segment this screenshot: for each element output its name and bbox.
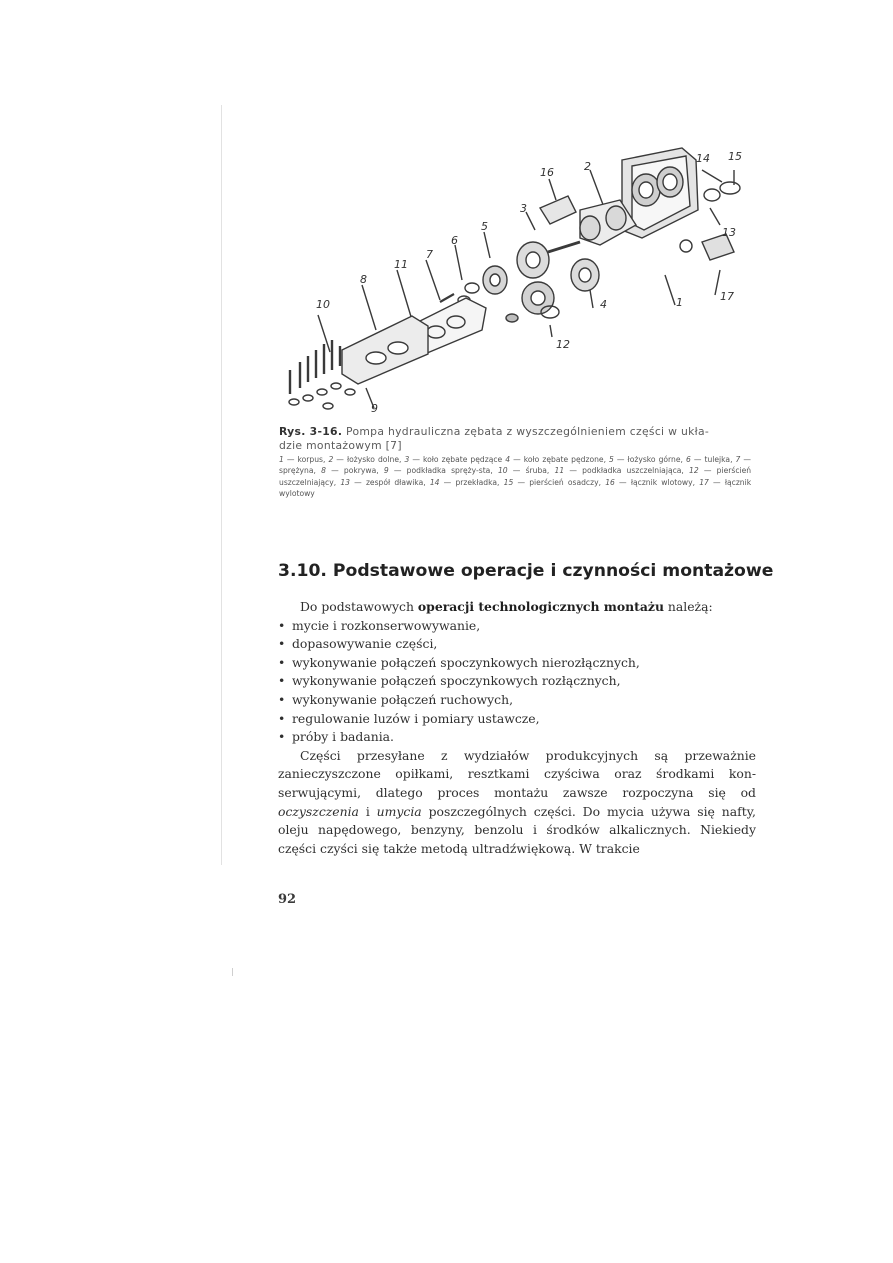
figure-caption <box>279 425 751 500</box>
legend-number: 15 <box>503 477 514 487</box>
legend-number: 5 <box>609 455 614 464</box>
page-number: 92 <box>278 892 297 907</box>
pump-exploded-figure <box>250 130 760 425</box>
callout-2: 2 <box>584 160 591 173</box>
callout-4: 4 <box>600 298 607 311</box>
callout-3: 3 <box>520 202 527 215</box>
list-item: • próby i badania. <box>278 728 756 747</box>
list-item: • wykonywanie połączeń ruchowych, <box>278 691 756 710</box>
list-item: • wykonywanie połączeń spoczynkowych nierozłącznych, <box>278 654 756 673</box>
list-item: • regulowanie luzów i pomiary ustawcze, <box>278 710 756 729</box>
legend-text: podkładka spręży-sta, <box>406 466 493 476</box>
intro-line: Do podstawowych operacji technologicznych montażu należą: <box>300 599 713 614</box>
callout-7: 7 <box>426 248 433 261</box>
body-paragraph: Części przesyłane z wydziałów produkcyjnych są przeważnie zanieczyszczone opiłkami, resztkami czyściwa oraz środkami kon-serwującymi, dlatego proces montażu zawsze rozpoczyna się od oczyszczenia i umycia poszczególnych części. Do mycia używa się nafty, oleju napędowego, benzyny, benzolu i środków alkalicznych. Niekiedy części czyści się także metodą ultradźwiękową. W trakcie <box>278 747 756 856</box>
callout-13: 13 <box>722 226 736 239</box>
legend-number: 1 <box>279 455 284 464</box>
caption-label: Rys. 3-16. <box>279 425 343 438</box>
legend-text: sprężyna, <box>279 466 316 476</box>
list-item: • mycie i rozkonserwowywanie, <box>278 617 756 636</box>
legend-text: pierścień uszczelniający, <box>279 466 752 487</box>
legend-text: przekładka, <box>455 477 500 487</box>
legend-number: 9 <box>383 466 389 476</box>
legend-number: 8 <box>321 466 326 476</box>
caption-legend: 1 — korpus, 2 — łożysko dolne, 3 — koło zębate pędzące 4 — koło zębate pędzone, 5 — łożysko górne, 6 — tulejka, 7 — sprężyna, 8 — pokrywa, 9 — podkładka spręży-sta, 10 — śruba, 11 — podkładka uszczelniająca, 12 — pierścień uszczelniający, 13 — zespół dławika, 14 — przekładka, 15 — pierścień osadczy, 16 — łącznik wlotowy, 17 — łącznik wylotowy <box>279 455 752 499</box>
callout-15: 15 <box>728 150 742 163</box>
callout-17: 17 <box>720 290 734 303</box>
callout-8: 8 <box>360 273 367 286</box>
legend-number: 3 <box>404 455 410 464</box>
pump-exploded-drawing <box>250 130 760 425</box>
section-body <box>278 598 756 858</box>
legend-text: łożysko górne, <box>627 455 683 464</box>
legend-number: 4 <box>505 455 511 464</box>
callout-10: 10 <box>316 298 330 311</box>
callout-1: 1 <box>676 296 683 309</box>
legend-number: 16 <box>605 477 615 487</box>
legend-number: 2 <box>328 455 334 464</box>
legend-text: śruba, <box>525 466 550 476</box>
legend-text: zespół dławika, <box>365 477 426 487</box>
legend-text: pokrywa, <box>343 466 379 476</box>
legend-text: koło zębate pędzące <box>423 455 503 464</box>
caption-title: Rys. 3-16. Pompa hydrauliczna zębata z wyszczególnieniem części w ukła- <box>279 425 710 438</box>
scan-mark <box>232 968 233 976</box>
legend-text: łącznik wlotowy, <box>630 477 696 487</box>
callout-6: 6 <box>451 234 458 247</box>
legend-number: 17 <box>699 477 709 487</box>
list-item: • dopasowywanie części, <box>278 635 756 654</box>
legend-text: tulejka, <box>704 455 733 464</box>
list-item: • wykonywanie połączeń spoczynkowych rozłącznych, <box>278 672 756 691</box>
legend-number: 11 <box>554 466 565 476</box>
legend-text: koło zębate pędzone, <box>523 455 607 464</box>
legend-number: 12 <box>689 466 699 476</box>
caption-title-cont: dzie montażowym [7] <box>279 439 402 452</box>
legend-text: łącznik wylotowy <box>279 477 752 499</box>
callout-9: 9 <box>371 402 378 415</box>
legend-text: łożysko dolne, <box>346 455 402 464</box>
callout-16: 16 <box>540 166 554 179</box>
page-edge-rule <box>221 105 222 865</box>
legend-number: 7 <box>735 455 741 464</box>
legend-number: 14 <box>429 477 440 487</box>
legend-number: 13 <box>340 477 350 487</box>
legend-number: 6 <box>685 455 691 464</box>
callout-11: 11 <box>394 258 408 271</box>
callout-5: 5 <box>481 220 488 233</box>
section-heading: 3.10. Podstawowe operacje i czynności montażowe <box>278 561 774 581</box>
legend-number: 10 <box>497 466 508 476</box>
legend-text: korpus, <box>297 455 326 464</box>
legend-text: pierścień osadczy, <box>529 477 602 487</box>
callout-12: 12 <box>556 338 570 351</box>
legend-text: podkładka uszczelniająca, <box>582 466 684 476</box>
operations-list <box>278 617 756 747</box>
callout-14: 14 <box>696 152 710 165</box>
